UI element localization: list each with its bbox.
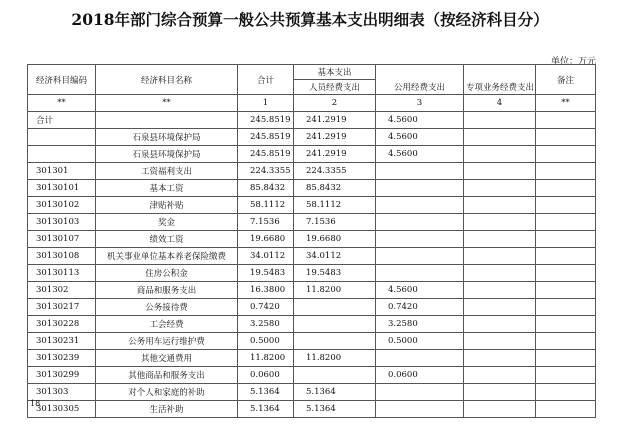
total-cell: 0.7420 [238,299,294,316]
personnel-cell: 19.6680 [294,231,376,248]
public-cell: 4.5600 [376,112,464,129]
table-row [28,129,596,146]
public-cell: 0.7420 [376,299,464,316]
name-cell: 公务接待费 [96,299,238,316]
project-cell [464,333,536,350]
unit-label: 单位：万元 [550,57,596,67]
public-cell: 4.5600 [376,146,464,163]
header-remark: 备注 [536,65,596,95]
name-cell: 工资福利支出 [96,163,238,180]
personnel-cell: 34.0112 [294,248,376,265]
personnel-cell: 19.5483 [294,265,376,282]
table-row [28,299,596,316]
table-row [28,282,596,299]
public-cell [376,248,464,265]
public-cell [376,401,464,418]
code-cell: 301301 [28,163,96,180]
header-blank-public [376,65,464,80]
project-cell [464,282,536,299]
personnel-cell [294,367,376,384]
table-row [28,231,596,248]
public-cell [376,231,464,248]
total-cell: 11.8200 [238,350,294,367]
table-row [28,214,596,231]
project-cell [464,180,536,197]
public-cell [376,350,464,367]
code-cell: 301302 [28,282,96,299]
personnel-cell [294,316,376,333]
remark-cell [536,197,596,214]
personnel-cell: 85.8432 [294,180,376,197]
remark-cell [536,282,596,299]
public-cell: 3.2580 [376,316,464,333]
table-row [28,248,596,265]
personnel-cell [294,333,376,350]
total-cell: 5.1364 [238,401,294,418]
name-cell: 基本工资 [96,180,238,197]
personnel-cell: 224.3355 [294,163,376,180]
total-cell: 245.8519 [238,112,294,129]
code-cell [28,129,96,146]
total-cell: 3.2580 [238,316,294,333]
personnel-cell: 5.1364 [294,384,376,401]
project-cell [464,214,536,231]
remark-cell [536,129,596,146]
table-row [28,265,596,282]
code-cell: 30130101 [28,180,96,197]
index-cell: 2 [294,95,376,112]
personnel-cell: 241.2919 [294,112,376,129]
name-cell: 机关事业单位基本养老保险缴费 [96,248,238,265]
remark-cell [536,112,596,129]
code-cell: 30130107 [28,231,96,248]
total-cell: 245.8519 [238,146,294,163]
name-cell: 石泉县环境保护局 [96,146,238,163]
header-public: 公用经费支出 [376,80,464,95]
table-row [28,316,596,333]
total-cell: 245.8519 [238,129,294,146]
personnel-cell: 241.2919 [294,129,376,146]
budget-table [27,64,596,418]
index-cell: ** [96,95,238,112]
public-cell [376,384,464,401]
name-cell: 生活补助 [96,401,238,418]
index-cell: 4 [464,95,536,112]
index-cell: ** [536,95,596,112]
public-cell [376,265,464,282]
name-cell: 奖金 [96,214,238,231]
name-cell: 对个人和家庭的补助 [96,384,238,401]
personnel-cell: 5.1364 [294,401,376,418]
code-cell: 30130228 [28,316,96,333]
personnel-cell: 11.8200 [294,282,376,299]
name-cell: 石泉县环境保护局 [96,129,238,146]
table-row [28,367,596,384]
project-cell [464,129,536,146]
remark-cell [536,316,596,333]
table-row [28,112,596,129]
name-cell: 工会经费 [96,316,238,333]
code-cell: 30130239 [28,350,96,367]
header-personnel: 人员经费支出 [294,80,376,95]
total-cell: 85.8432 [238,180,294,197]
total-cell: 224.3355 [238,163,294,180]
project-cell [464,197,536,214]
project-cell [464,146,536,163]
project-cell [464,401,536,418]
table-row [28,163,596,180]
code-cell [28,146,96,163]
project-cell [464,163,536,180]
table-row [28,197,596,214]
table-row [28,333,596,350]
personnel-cell [294,299,376,316]
project-cell [464,248,536,265]
remark-cell [536,350,596,367]
total-cell: 5.1364 [238,384,294,401]
personnel-cell: 58.1112 [294,197,376,214]
code-cell: 30130102 [28,197,96,214]
code-cell: 301303 [28,384,96,401]
project-cell [464,316,536,333]
total-cell: 0.0600 [238,367,294,384]
remark-cell [536,401,596,418]
public-cell [376,163,464,180]
project-cell [464,350,536,367]
personnel-cell: 241.2919 [294,146,376,163]
header-name: 经济科目名称 [96,65,238,95]
remark-cell [536,214,596,231]
total-cell: 19.5483 [238,265,294,282]
index-cell: ** [28,95,96,112]
total-cell: 58.1112 [238,197,294,214]
total-cell: 0.5000 [238,333,294,350]
code-cell: 30130305 [28,401,96,418]
total-cell: 7.1536 [238,214,294,231]
personnel-cell: 11.8200 [294,350,376,367]
page-title: 2018年部门综合预算一般公共预算基本支出明细表（按经济科目分） [71,10,549,29]
remark-cell [536,180,596,197]
project-cell [464,299,536,316]
name-cell: 津贴补贴 [96,197,238,214]
remark-cell [536,265,596,282]
header-total: 合计 [238,65,294,95]
name-cell: 公务用车运行维护费 [96,333,238,350]
name-cell [96,112,238,129]
name-cell: 其他交通费用 [96,350,238,367]
code-cell: 30130231 [28,333,96,350]
code-cell: 30130113 [28,265,96,282]
index-cell: 1 [238,95,294,112]
table-row [28,180,596,197]
table-row [28,384,596,401]
personnel-cell: 7.1536 [294,214,376,231]
remark-cell [536,163,596,180]
public-cell: 4.5600 [376,129,464,146]
header-blank-project [464,65,536,80]
code-cell: 30130103 [28,214,96,231]
project-cell [464,367,536,384]
total-cell: 19.6680 [238,231,294,248]
header-code: 经济科目编码 [28,65,96,95]
table-row [28,401,596,418]
page-number: 18 [30,399,41,408]
table-body [28,112,596,418]
total-cell: 16.3800 [238,282,294,299]
name-cell: 商品和服务支出 [96,282,238,299]
public-cell [376,214,464,231]
remark-cell [536,231,596,248]
table-row [28,350,596,367]
code-cell: 30130217 [28,299,96,316]
name-cell: 住房公积金 [96,265,238,282]
project-cell [464,384,536,401]
remark-cell [536,248,596,265]
remark-cell [536,146,596,163]
code-cell: 30130299 [28,367,96,384]
public-cell: 0.0600 [376,367,464,384]
name-cell: 绩效工资 [96,231,238,248]
remark-cell [536,333,596,350]
public-cell [376,197,464,214]
header-row-top [28,65,596,80]
name-cell: 其他商品和服务支出 [96,367,238,384]
public-cell [376,180,464,197]
project-cell [464,231,536,248]
remark-cell [536,384,596,401]
code-cell: 合计 [28,112,96,129]
total-cell: 34.0112 [238,248,294,265]
index-cell: 3 [376,95,464,112]
index-row [28,95,596,112]
header-basic: 基本支出 [294,65,376,80]
remark-cell [536,299,596,316]
project-cell [464,112,536,129]
public-cell: 0.5000 [376,333,464,350]
table-row [28,146,596,163]
code-cell: 30130108 [28,248,96,265]
public-cell: 4.5600 [376,282,464,299]
project-cell [464,265,536,282]
header-project: 专项业务经费支出 [464,80,536,95]
remark-cell [536,367,596,384]
